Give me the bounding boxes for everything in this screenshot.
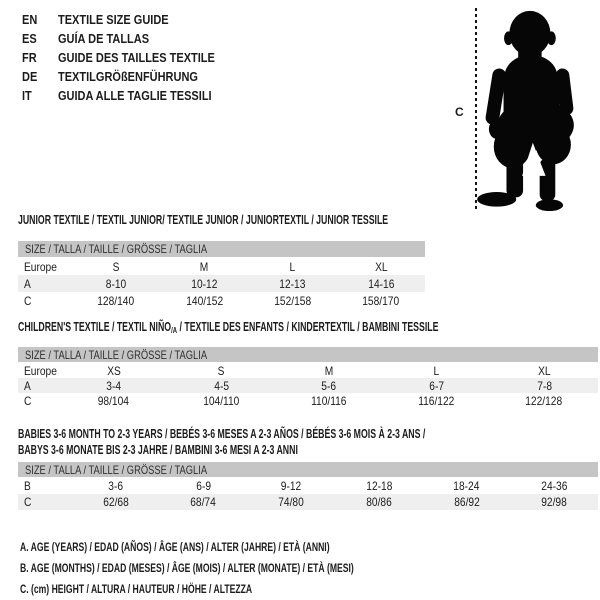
age-cell: 14-16 xyxy=(367,276,394,291)
height-cell: 74/80 xyxy=(278,495,304,509)
table-row-sizes xyxy=(18,258,425,275)
table-row-age-months xyxy=(18,478,598,494)
size-header-bar xyxy=(18,241,425,257)
age-cell: 12-18 xyxy=(365,479,392,493)
height-cell: 122/128 xyxy=(525,393,563,408)
junior-size-table xyxy=(18,213,425,309)
size-cell: L xyxy=(289,259,296,274)
height-cell: 98/104 xyxy=(98,393,130,408)
legend-row xyxy=(22,67,236,86)
row-label: C xyxy=(24,495,32,509)
table-title-children xyxy=(18,320,598,338)
age-cell: 10-12 xyxy=(191,276,218,291)
age-cell: 8-10 xyxy=(105,276,127,291)
age-cell: 24-36 xyxy=(541,479,568,493)
table-row-age xyxy=(18,275,425,292)
height-cell: 128/140 xyxy=(97,293,135,308)
height-cell: 80/86 xyxy=(366,495,392,509)
row-label: B xyxy=(24,479,31,493)
note-age-years: A. AGE (YEARS) / EDAD (AÑOS) / ÂGE (ANS) / ALTER (JAHRE) / ETÀ (ANNI) xyxy=(20,540,330,554)
table-title-text: CHILDREN'S TEXTILE / TEXTIL $NIÑO_{/A}$ / TEXTILE DES ENFANTS / KINDERTEXTIL / BAMBINI TESSILE xyxy=(18,320,439,335)
table-row-height xyxy=(18,292,425,309)
row-label: C xyxy=(24,293,32,308)
row-label: C xyxy=(24,393,32,408)
height-cell: 110/116 xyxy=(311,393,347,408)
guide-title-translation: GUIDE DES TAILLES TEXTILE xyxy=(58,50,215,65)
size-cell: XL xyxy=(374,259,388,274)
babies-size-table xyxy=(18,426,598,510)
legend-row xyxy=(22,86,236,105)
table-title-text: JUNIOR TEXTILE / TEXTIL JUNIOR/ TEXTILE JUNIOR / JUNIORTEXTIL / JUNIOR TESSILE xyxy=(18,213,389,227)
size-cell: S xyxy=(112,259,120,274)
legend-row xyxy=(22,48,236,67)
size-header-bar xyxy=(18,347,598,362)
age-cell: 18-24 xyxy=(453,479,480,493)
legend-row xyxy=(22,29,236,48)
guide-title-translation: GUÍA DE TALLAS xyxy=(58,31,150,46)
height-cell: 152/158 xyxy=(274,293,312,308)
size-header-text: SIZE / TALLA / TAILLE / GRÖSSE / TAGLIA xyxy=(25,462,208,477)
children-size-table xyxy=(18,320,598,408)
baby-silhouette-icon xyxy=(474,8,578,213)
size-cell: M xyxy=(324,363,334,378)
language-code: DE xyxy=(22,69,38,84)
note-height-cm: C. (cm) HEIGHT / ALTURA / HAUTEUR / HÖHE / ALTEZZA xyxy=(20,582,253,596)
height-cell: 104/110 xyxy=(203,393,240,408)
language-code: EN xyxy=(22,12,38,27)
row-label: Europe xyxy=(24,363,57,378)
row-label: A xyxy=(24,378,31,393)
table-row-age xyxy=(18,378,598,393)
age-cell: 6-9 xyxy=(196,479,211,493)
age-cell: 4-5 xyxy=(214,378,229,393)
language-code: ES xyxy=(22,31,37,46)
guide-title-translation: TEXTILE SIZE GUIDE xyxy=(58,12,169,27)
height-cell: 92/98 xyxy=(541,495,567,509)
size-cell: XL xyxy=(537,363,551,378)
row-label: Europe xyxy=(24,259,57,274)
height-measure-label: C xyxy=(455,105,464,119)
language-legend xyxy=(22,10,236,105)
nino-a-subscript: /A xyxy=(171,325,178,335)
size-cell: M xyxy=(200,259,209,274)
height-cell: 140/152 xyxy=(185,293,223,308)
age-cell: 12-13 xyxy=(279,276,306,291)
table-title-babies-line1 xyxy=(18,426,598,442)
guide-title-translation: TEXTILGRÖßENFÜHRUNG xyxy=(58,69,198,84)
language-code: FR xyxy=(22,50,37,65)
note-age-months: B. AGE (MONTHS) / EDAD (MESES) / ÂGE (MOIS) / ALTER (MONATE) / ETÀ (MESI) xyxy=(20,561,354,575)
language-code: IT xyxy=(22,88,32,103)
size-header-bar xyxy=(18,462,598,477)
size-cell: L xyxy=(433,363,440,378)
age-cell: 9-12 xyxy=(280,479,302,493)
size-cell: S xyxy=(217,363,225,378)
height-cell: 68/74 xyxy=(190,495,217,509)
legend-row xyxy=(22,10,236,29)
age-cell: 7-8 xyxy=(536,378,552,393)
age-cell: 3-4 xyxy=(106,378,122,393)
table-row-sizes xyxy=(18,363,598,378)
age-cell: 5-6 xyxy=(321,378,337,393)
table-title-junior xyxy=(18,213,425,228)
size-header-text: SIZE / TALLA / TAILLE / GRÖSSE / TAGLIA xyxy=(25,242,208,256)
table-title-babies-line2 xyxy=(18,442,598,458)
table-row-height xyxy=(18,393,598,408)
row-label: A xyxy=(24,276,31,291)
legend-footnotes xyxy=(20,537,497,600)
guide-title-translation: GUIDA ALLE TAGLIE TESSILI xyxy=(58,88,212,103)
height-cell: 158/170 xyxy=(362,293,400,308)
age-cell: 3-6 xyxy=(108,479,124,493)
table-title-text: BABYS 3-6 MONATE BIS 2-3 JAHRE / BAMBINI 3-6 MESI A 2-3 ANNI xyxy=(18,443,298,457)
height-cell: 62/68 xyxy=(103,495,129,509)
size-header-text: SIZE / TALLA / TAILLE / GRÖSSE / TAGLIA xyxy=(25,347,208,362)
table-row-height xyxy=(18,494,598,510)
height-cell: 86/92 xyxy=(453,495,480,509)
height-cell: 116/122 xyxy=(418,393,455,408)
table-title-text: BABIES 3-6 MONTH TO 2-3 YEARS / BEBÉS 3-6 MESES A 2-3 AÑOS / BÉBÉS 3-6 MOIS À 2-3 ANS / xyxy=(18,427,426,441)
size-cell: XS xyxy=(106,363,121,378)
age-cell: 6-7 xyxy=(429,378,444,393)
